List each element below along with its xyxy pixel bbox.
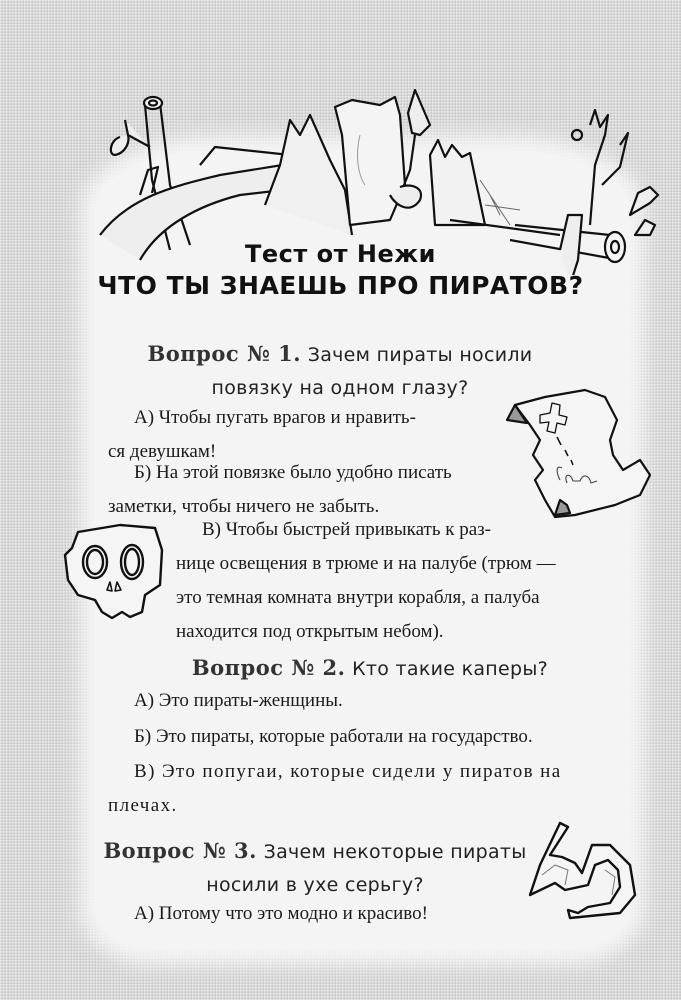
pirate-hook-illustration: [520, 815, 650, 925]
question-3-label: Вопрос № 3.: [103, 838, 257, 863]
question-1-answer-a: А) Чтобы пугать врагов и нравить- ся девушкам!: [108, 407, 416, 462]
page-title: [0, 238, 681, 302]
question-1-text-line1: Зачем пираты носили: [307, 344, 533, 366]
question-2-answer-c: В) Это попугаи, которые сидели у пиратов на плечах.: [108, 761, 562, 816]
question-1-answer-c: В) Чтобы быстрей привыкать к раз- нице освещения в трюме и на палубе (трюм — это темная комната внутри корабля, а палуба находится под открытым небом).: [176, 519, 556, 642]
question-2-answer-a: А) Это пираты-женщины.: [134, 690, 343, 711]
skull-illustration: [60, 520, 170, 630]
treasure-map-illustration: [505, 385, 655, 520]
question-1-answer-b: Б) На этой повязке было удобно писать заметки, чтобы ничего не забыть.: [108, 462, 452, 517]
question-1-text-line2: повязку на одном глазу?: [211, 377, 469, 399]
question-3-heading: [90, 835, 540, 901]
title-line1: Тест от Нежи: [245, 240, 436, 268]
question-2-answer-b: Б) Это пираты, которые работали на государство.: [134, 726, 533, 747]
question-3-text-line1: Зачем некоторые пираты: [263, 841, 527, 863]
question-1-label: Вопрос № 1.: [147, 341, 302, 366]
title-line2: ЧТО ТЫ ЗНАЕШЬ ПРО ПИРАТОВ?: [97, 271, 584, 300]
question-2-heading: [130, 652, 610, 685]
question-3-answer-a: А) Потому что это модно и красиво!: [134, 903, 428, 924]
question-3-text-line2: носили в ухе серьгу?: [206, 874, 424, 896]
question-2-text: Кто такие каперы?: [352, 658, 549, 680]
question-2-label: Вопрос № 2.: [191, 655, 346, 680]
